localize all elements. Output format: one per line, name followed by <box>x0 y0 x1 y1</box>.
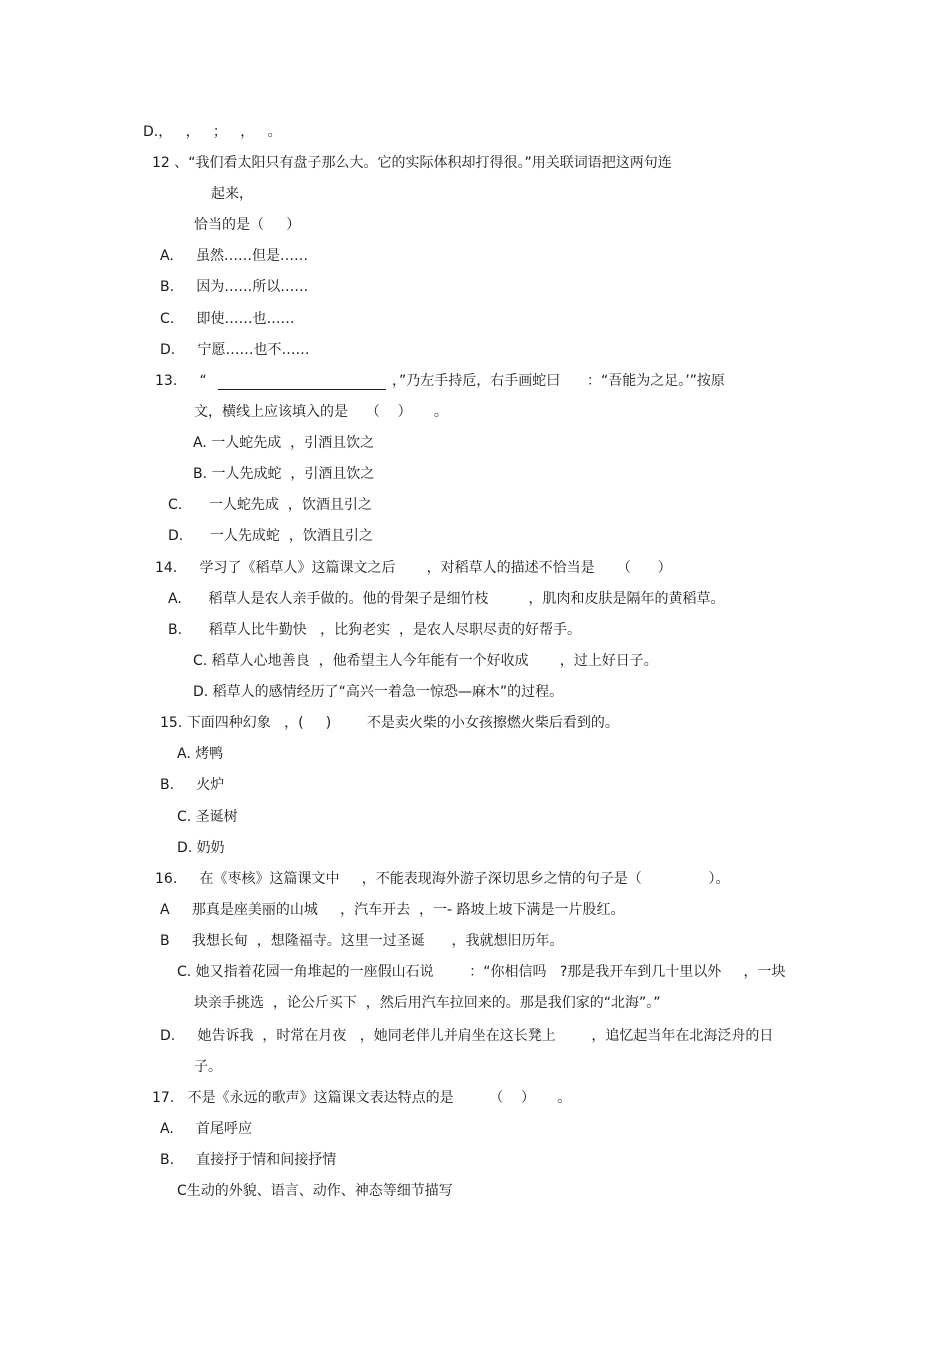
q12-option-c: C. 即使……也…… <box>160 311 295 327</box>
q12-option-a: A. 虽然……但是…… <box>160 248 309 264</box>
question-17: 17. 不是《永远的歌声》这篇课文表达特点的是 （ ） 。 <box>152 1090 572 1106</box>
question-13-cont: 文，横线上应该填入的是 （ ） 。 <box>194 404 448 420</box>
question-13-rest: ，”乃左手持卮，右手画蛇曰 ：“吾能为之足。’”按原 <box>392 373 725 389</box>
q16-option-c: C. 她又指着花园一角堆起的一座假山石说 ：“你相信吗 ?那是我开车到几十里以外 ，一块 <box>177 964 786 980</box>
question-12: 12 、“我们看太阳只有盘子那么大。它的实际体积却打得很。”用关联词语把这两句连 <box>152 155 672 171</box>
q12-option-d: D. 宁愿……也不…… <box>160 342 310 358</box>
q14-option-a: A. 稻草人是农人亲手做的。他的骨架子是细竹枝 ，肌肉和皮肤是隔年的黄稻草。 <box>168 591 725 607</box>
q12-option-b: B. 因为……所以…… <box>160 279 309 295</box>
q17-option-b: B. 直接抒于情和间接抒情 <box>160 1152 337 1168</box>
q16-option-b: B 我想长甸 ，想隆福寺。这里一过圣诞 ，我就想旧历年。 <box>160 933 564 949</box>
q15-option-d: D. 奶奶 <box>177 840 225 856</box>
q17-option-a: A. 首尾呼应 <box>160 1121 253 1137</box>
q13-option-c: C. 一人蛇先成 ，饮酒且引之 <box>168 497 372 513</box>
question-13-start: 13. “ <box>155 373 207 389</box>
q15-option-b: B. 火炉 <box>160 777 225 793</box>
fill-in-blank <box>218 389 386 390</box>
q16-option-a: A 那真是座美丽的山城 ，汽车开去 ，一- 路坡上坡下满是一片股红。 <box>160 902 625 918</box>
question-15: 15. 下面四种幻象 ，( ) 不是卖火柴的小女孩擦燃火柴后看到的。 <box>160 715 619 731</box>
q16-option-d: D. 她告诉我 ，时常在月夜 ，她同老伴儿并肩坐在这长凳上 ，追忆起当年在北海泛舟的日 <box>160 1028 774 1044</box>
question-12-cont: 起来， <box>211 186 253 202</box>
q15-option-c: C. 圣诞树 <box>177 809 238 825</box>
question-14: 14. 学习了《稻草人》这篇课文之后 ，对稻草人的描述不恰当是 （ ） <box>155 560 672 576</box>
q16-option-d-cont: 子。 <box>194 1059 222 1075</box>
question-16: 16. 在《枣核》这篇课文中 ，不能表现海外游子深切思乡之情的句子是（ ）。 <box>155 871 730 887</box>
option-d-punctuation: D.， ， ； ， 。 <box>143 124 282 140</box>
q14-option-d: D. 稻草人的感情经历了“高兴一着急一惊恐—麻木”的过程。 <box>193 684 564 700</box>
q13-option-a: A. 一人蛇先成 ，引酒且饮之 <box>193 435 375 451</box>
q13-option-d: D. 一人先成蛇 ，饮酒且引之 <box>168 528 373 544</box>
q13-option-b: B. 一人先成蛇 ，引酒且饮之 <box>193 466 375 482</box>
q17-option-c: C生动的外貌、语言、动作、神态等细节描写 <box>177 1183 453 1199</box>
q14-option-c: C. 稻草人心地善良 ，他希望主人今年能有一个好收成 ，过上好日子。 <box>193 653 658 669</box>
q15-option-a: A. 烤鸭 <box>177 746 224 762</box>
question-12-prompt: 恰当的是（ ） <box>194 217 301 233</box>
q14-option-b: B. 稻草人比牛勤快 ，比狗老实 ，是农人尽职尽责的好帮手。 <box>168 622 582 638</box>
q16-option-c-cont: 块亲手挑选 ，论公斤买下 ，然后用汽车拉回来的。那是我们家的“北海”。” <box>194 995 661 1011</box>
